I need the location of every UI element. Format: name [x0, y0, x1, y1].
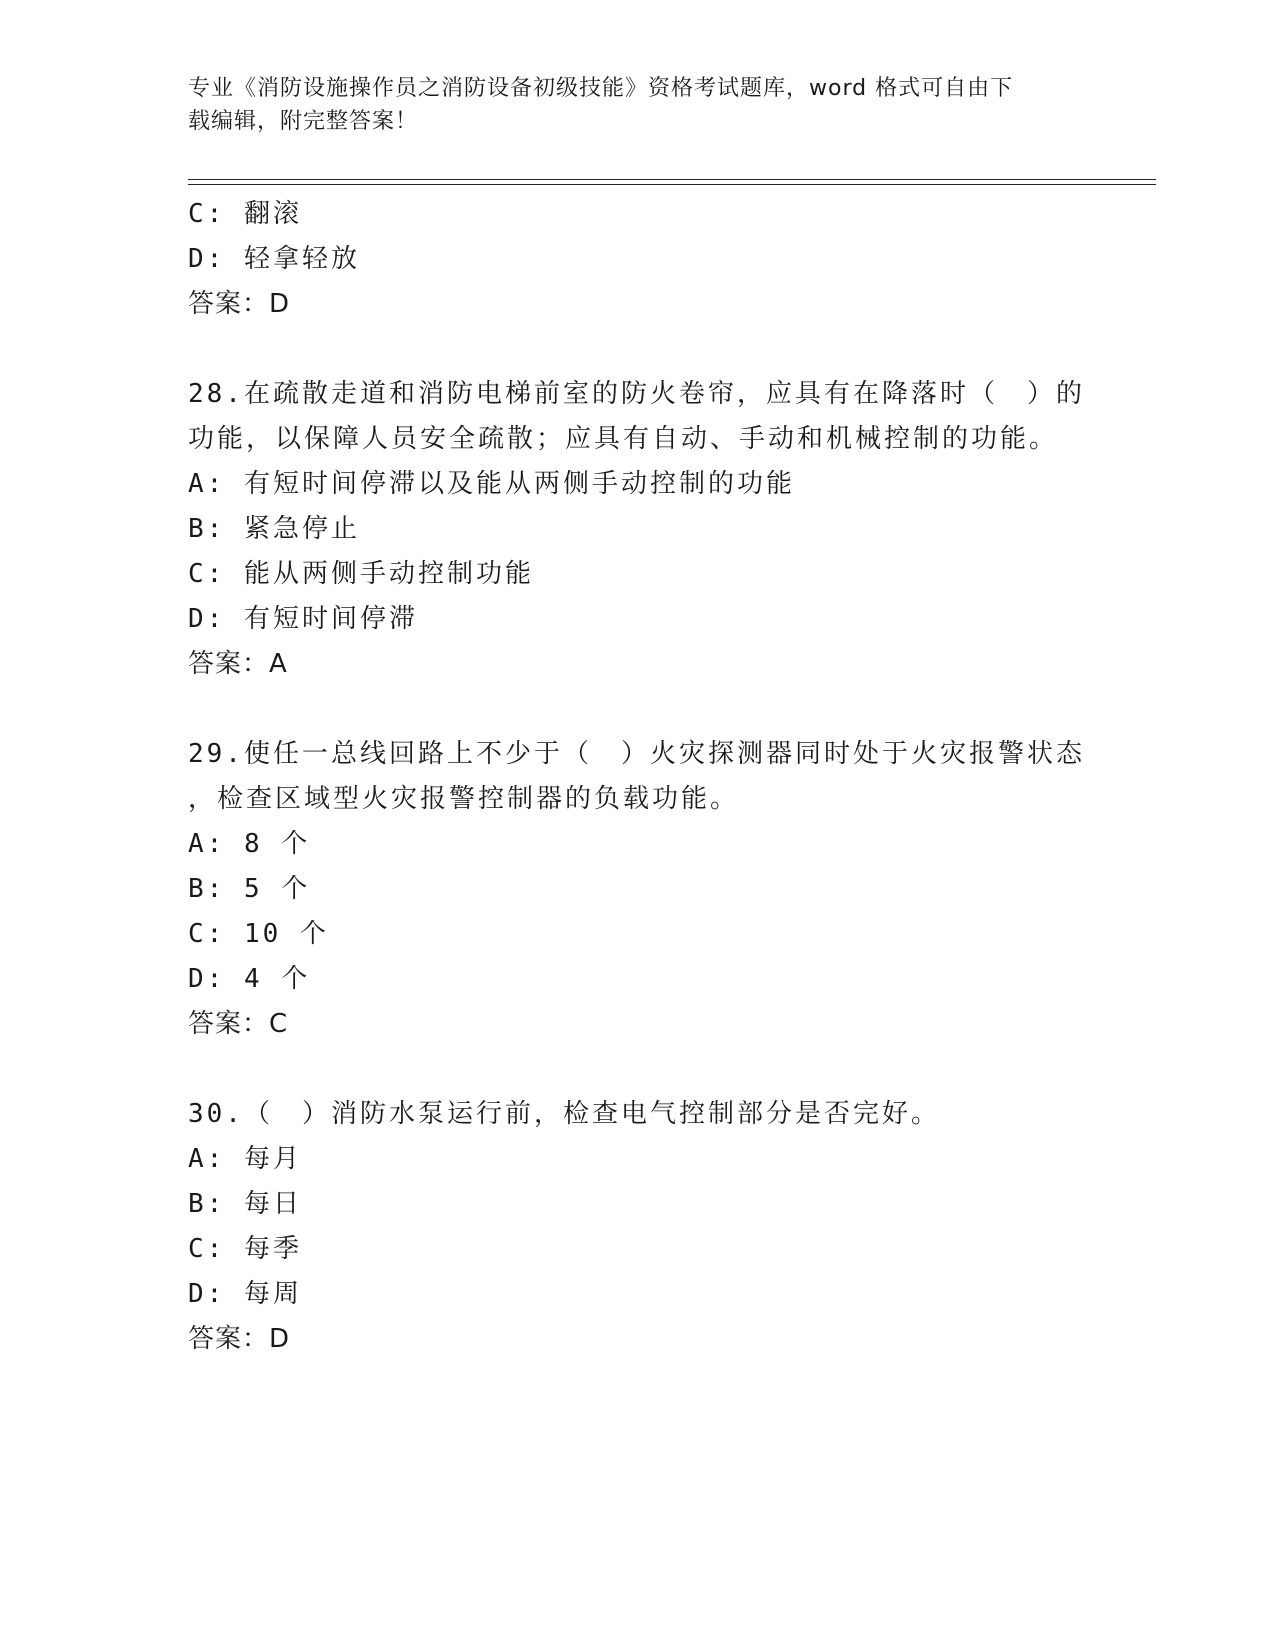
- page-header: [188, 72, 1088, 138]
- q30-option-a: A: 每月: [188, 1144, 302, 1174]
- q29-option-a: A: 8 个: [188, 829, 311, 859]
- prev-option-c: C: 翻滚: [188, 199, 302, 229]
- q29-stem-line-1: 29.使任一总线回路上不少于（ ）火灾探测器同时处于火灾报警状态: [188, 739, 1085, 769]
- header-line-1: 专业《消防设施操作员之消防设备初级技能》资格考试题库，word 格式可自由下: [188, 76, 1014, 101]
- q28-answer: 答案：A: [188, 649, 288, 679]
- q28-option-a: A: 有短时间停滞以及能从两侧手动控制的功能: [188, 469, 795, 499]
- q28-option-c: C: 能从两侧手动控制功能: [188, 559, 534, 589]
- q28-option-d: D: 有短时间停滞: [188, 604, 418, 634]
- q30-stem-line-1: 30.（ ）消防水泵运行前，检查电气控制部分是否完好。: [188, 1099, 940, 1129]
- header-divider-top: [188, 179, 1156, 180]
- header-line-2: 载编辑，附完整答案！: [188, 109, 419, 134]
- q29-option-b: B: 5 个: [188, 874, 311, 904]
- q29-option-c: C: 10 个: [188, 919, 329, 949]
- header-divider-bottom: [188, 184, 1156, 185]
- q29-answer: 答案：C: [188, 1009, 289, 1039]
- q28-option-b: B: 紧急停止: [188, 514, 360, 544]
- q30-option-d: D: 每周: [188, 1279, 302, 1309]
- prev-answer: 答案：D: [188, 289, 291, 319]
- q28-stem-line-2: 功能，以保障人员安全疏散；应具有自动、手动和机械控制的功能。: [188, 424, 1059, 454]
- prev-option-d: D: 轻拿轻放: [188, 244, 360, 274]
- q30-option-c: C: 每季: [188, 1234, 302, 1264]
- q29-stem-line-2: ，检查区域型火灾报警控制器的负载功能。: [188, 784, 740, 814]
- q29-option-d: D: 4 个: [188, 964, 311, 994]
- q30-answer: 答案：D: [188, 1324, 291, 1354]
- q28-stem-line-1: 28.在疏散走道和消防电梯前室的防火卷帘，应具有在降落时（ ）的: [188, 379, 1085, 409]
- q30-option-b: B: 每日: [188, 1189, 302, 1219]
